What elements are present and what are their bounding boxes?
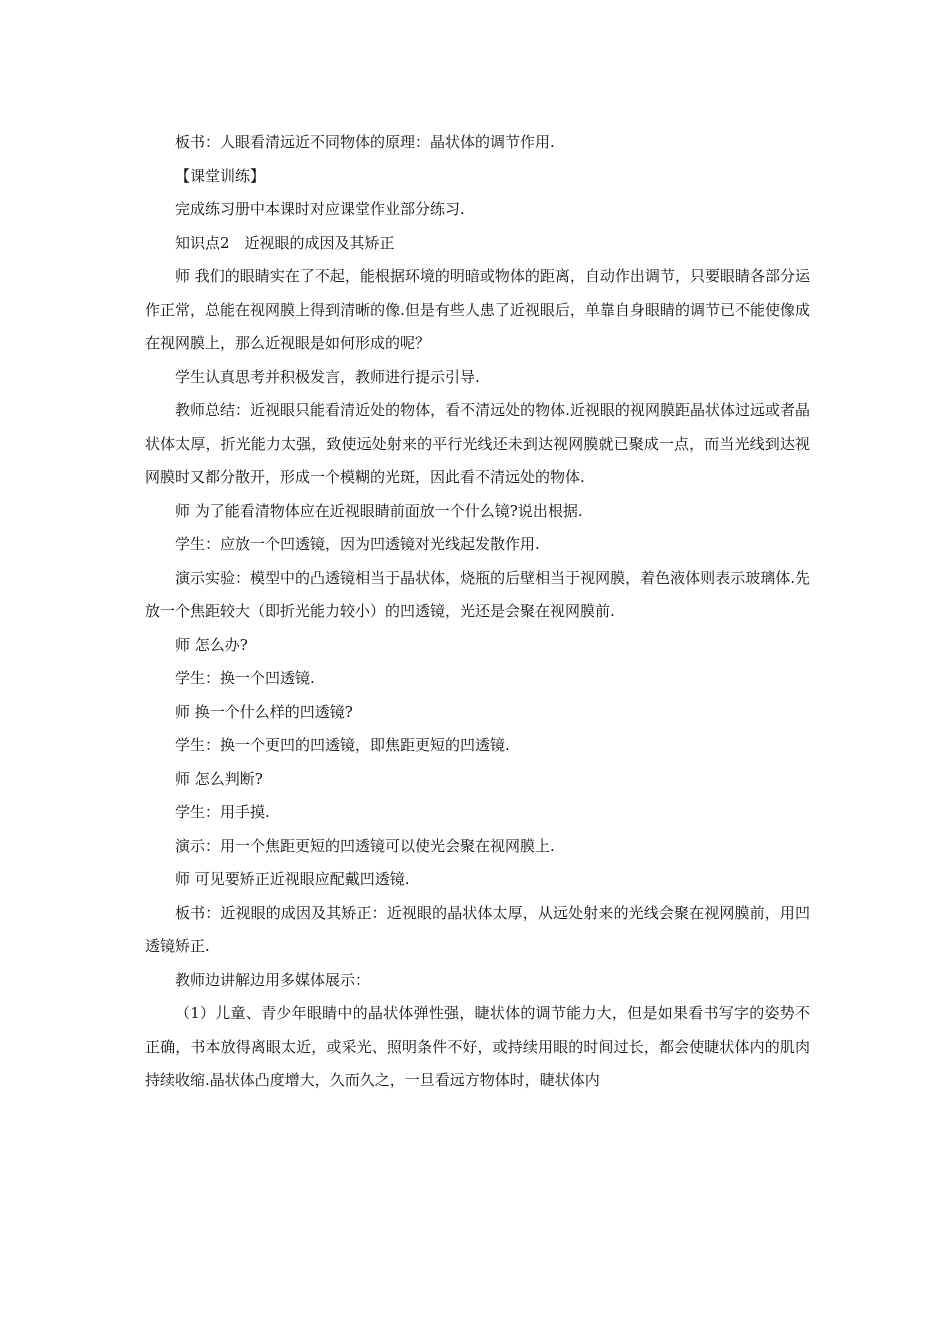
paragraph-teacher-conclusion: 师 可见要矫正近视眼应配戴凹透镜. (175, 870, 410, 888)
paragraph-demo-experiment: 演示实验：模型中的凸透镜相当于晶状体，烧瓶的后壁相当于视网膜，着色液体则表示玻璃体.先放一个焦距较大（即折光能力较小）的凹透镜，光还是会聚在视网膜前. (145, 568, 810, 620)
paragraph-student-shorter-focus: 学生：换一个更凹的凹透镜，即焦距更短的凹透镜. (175, 736, 510, 754)
paragraph-student-touch: 学生：用手摸. (175, 803, 270, 821)
paragraph-demo-result: 演示：用一个焦距更短的凹透镜可以使光会聚在视网膜上. (175, 836, 555, 855)
paragraph-point-1: （1）儿童、青少年眼睛中的晶状体弹性强，睫状体的调节能力大，但是如果看书写字的姿势不正确，书本放得离眼太近，或采光、照明条件不好，或持续用眼的时间过长，都会使睫状体内的肌肉持续收缩.晶状体凸度增大，久而久之，一旦看远方物体时，睫状体内 (145, 1004, 810, 1089)
paragraph-teacher-how-judge: 师 怎么判断? (175, 769, 263, 788)
paragraph-teacher-which-lens: 师 换一个什么样的凹透镜? (175, 702, 353, 721)
section-heading-knowledge-point-2: 知识点2 近视眼的成因及其矫正 (175, 233, 395, 252)
paragraph-teacher-what-to-do: 师 怎么办? (175, 635, 248, 654)
paragraph-teacher-question-lens: 师 为了能看清物体应在近视眼睛前面放一个什么镜?说出根据. (175, 501, 583, 520)
section-heading-classroom-training: 【课堂训练】 (175, 166, 266, 185)
paragraph-exercise-instruction: 完成练习册中本课时对应课堂作业部分练习. (175, 200, 465, 218)
paragraph-student-answer-concave: 学生：应放一个凹透镜，因为凹透镜对光线起发散作用. (175, 535, 540, 553)
paragraph-teacher-summary: 教师总结：近视眼只能看清近处的物体，看不清远处的物体.近视眼的视网膜距晶状体过远或者晶状体太厚，折光能力太强，致使远处射来的平行光线还未到达视网膜就已聚成一点，而当光线到达视网膜时又都分散开，形成一个模糊的光斑，因此看不清远处的物体. (145, 401, 810, 486)
paragraph-blackboard-myopia: 板书：近视眼的成因及其矫正：近视眼的晶状体太厚，从远处射来的光线会聚在视网膜前，用凹透镜矫正. (145, 903, 810, 955)
paragraph-teacher-intro: 师 我们的眼睛实在了不起，能根据环境的明暗或物体的距离，自动作出调节，只要眼睛各部分运作正常，总能在视网膜上得到清晰的像.但是有些人患了近视眼后，单靠自身眼睛的调节已不能使像成在视网膜上，那么近视眼是如何形成的呢？ (145, 267, 810, 352)
paragraph-student-discussion: 学生认真思考并积极发言，教师进行提示引导. (175, 367, 480, 386)
paragraph-student-change-lens: 学生：换一个凹透镜. (175, 669, 315, 687)
paragraph-blackboard-principle: 板书：人眼看清远近不同物体的原理：晶状体的调节作用. (175, 133, 555, 151)
document-body (145, 126, 810, 1098)
paragraph-multimedia-intro: 教师边讲解边用多媒体展示： (175, 970, 371, 989)
